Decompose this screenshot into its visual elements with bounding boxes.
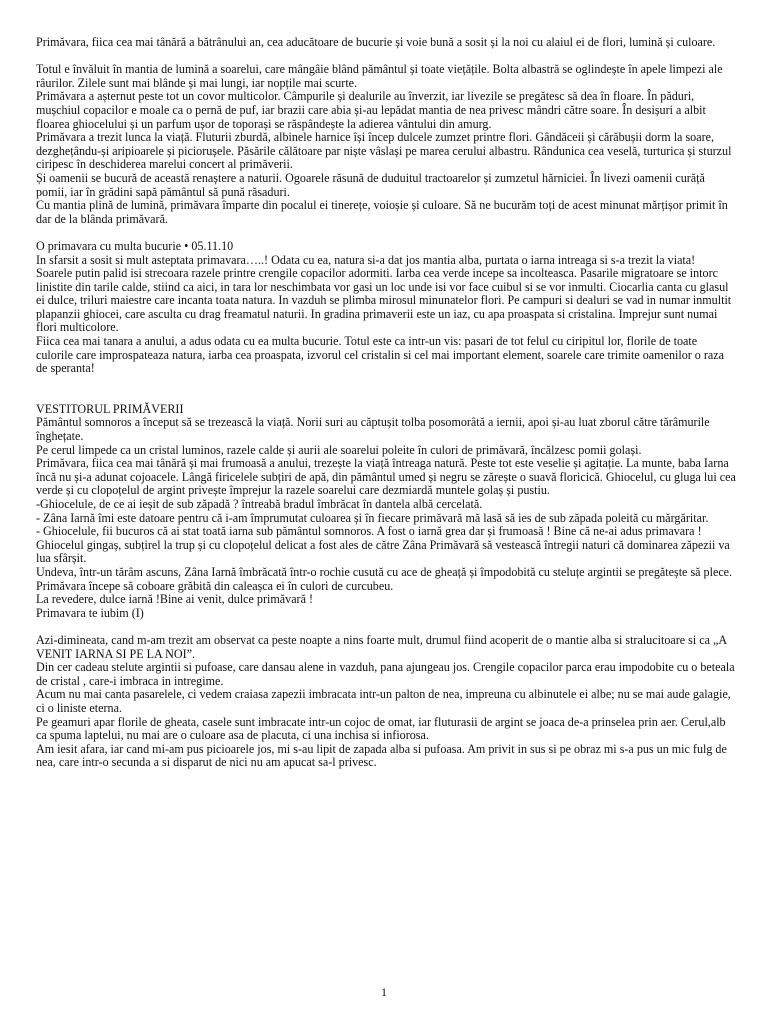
section-iarna [36,634,736,770]
section-primavara [36,63,736,226]
section-title: VESTITORUL PRIMĂVERII [36,401,184,416]
paragraph: Primavara te iubim (I) [36,605,144,620]
paragraph: Cu mantia plină de lumină, primăvara împarte din pocalul ei tinerețe, voioșie și culoare. Să ne bucurăm toți de acest minunat mărțișor primit în dar de la blânda primăvară. [36,198,728,226]
document-page [36,36,736,770]
paragraph: Pe cerul limpede ca un cristal luminos, razele calde și aurii ale soarelui poleite în culori de primăvară, încălzesc pomii golași. [36,442,642,457]
paragraph: Primăvara, fiica cea mai tânără a bătrânului an, cea aducătoare de bucurie și voie bună a sosit și la noi cu alaiul ei de flori, lumină și culoare. [36,35,716,49]
paragraph: Și oamenii se bucură de această renaștere a naturii. Ogoarele răsună de duduitul tractoarelor și zumzetul hărniciei. În livezi oamenii curăță pomii, iar în grădini sapă pământul să pună răsaduri. [36,170,705,199]
paragraph: Din cer cadeau stelute argintii si pufoase, care dansau alene in vazduh, pana ajungeau jos. Crengile copacilor parca erau impodobite cu o beteala de cristal , care-i imbraca in intregime. [36,660,735,688]
paragraph: In sfarsit a sosit si mult asteptata primavara…..! Odata cu ea, natura si-a dat jos mantia alba, purtata o iarna intreaga si s-a trezit la viata! [36,252,696,267]
section-o-primavara [36,240,736,376]
paragraph: Pământul somnoros a început să se trezească la viață. Norii suri au căptușit tolba posomorâtă a iernii, apoi și-au luat zborul către tărâmurile înghețate. [36,415,710,444]
paragraph: - Zâna Iarnă îmi este datoare pentru că i-am împrumutat culoarea și în fiecare primăvară mă lasă să ies de sub zăpada poleită cu mărgăritar. [36,510,709,525]
paragraph: La revedere, dulce iarnă !Bine ai venit, dulce primăvară ! [36,592,314,607]
section-intro [36,36,736,50]
paragraph: - Ghiocelule, fii bucuros că ai stat toată iarna sub pământul somnoros. A fost o iarnă grea dar și frumoasă ! Bine că ne-ai adus primavara ! [36,524,702,539]
paragraph: -Ghiocelule, de ce ai ieșit de sub zăpadă ? întreabă bradul îmbrăcat în dantela albă cercelată. [36,497,483,511]
paragraph: Primăvara a trezit lunca la viață. Fluturii zburdă, albinele harnice își încep dulcele zumzet printre flori. Gândăceii și cărăbușii dorm la soare, dezghețându-și aripioarele și piciorușele. Păsările călătoare par niște vâslași pe marea cerului albastru. Rândunica cea veselă, turturica și sturzul ciripesc în deschiderea marelui concert al primăverii. [36,130,732,172]
paragraph: Fiica cea mai tanara a anului, a adus odata cu ea multa bucurie. Totul este ca intr-un vis: pasari de tot felul cu ciripitul lor, florile de toate culorile care improspateaza natura, iarba cea proaspata, izvorul cel cristalin si cel mai important element, soarele care trimite oamenilor o raza de speranta! [36,334,725,376]
paragraph: Totul e învăluit în mantia de lumină a soarelui, care mângâie blând pământul și toate viețățile. Bolta albastră se oglindește în apele limpezi ale râurilor. Zilele sunt mai blânde și mai lungi, iar nopțile mai scurte. [36,62,723,90]
paragraph: Acum nu mai canta pasarelele, ci vedem craiasa zapezii imbracata intr-un palton de nea, impreuna cu albinutele ei albe; nu se mai aude galagie, ci o liniste eterna. [36,687,731,715]
paragraph: Azi-dimineata, cand m-am trezit am observat ca peste noapte a nins foarte mult, drumul fiind acoperit de o mantie alba si stralucitoare si ca „A VENIT IARNA SI PE LA NOI”. [36,632,727,661]
paragraph: Primăvara, fiica cea mai tânără și mai frumoasă a anului, trezește la viață întreaga natură. Peste tot este veselie și agitație. La munte, baba Iarna încă nu și-a adunat cojoacele. Lângă firicelele subțiri de apă, din pământul umed și negru se zărește o suavă floricică. Ghiocelul, cu gluga lui cea verde și cu clopoțelul de argint privește împrejur la razele soarelui care dezmiardă muntele golaș și pustiu. [36,456,736,498]
paragraph: Am iesit afara, iar cand mi-am pus picioarele jos, mi s-au lipit de zapada alba si pufoasa. Am privit in sus si pe obraz mi s-a pus un mic fulg de nea, care intr-o secunda a si disparut de nici nu am apucat sa-l privesc. [36,741,727,770]
section-title: O primavara cu multa bucurie • 05.11.10 [36,238,234,253]
paragraph: Ghiocelul gingaș, subțirel la trup și cu clopoțelul delicat a fost ales de către Zâna Primăvară să vestească întregii naturi că dominarea zăpezii va lua sfârșit. [36,537,730,566]
paragraph: Soarele putin palid isi strecoara razele printre crengile copacilor adormiti. Iarba cea verde incepe sa incolteasca. Pasarile migratoare se intorc linistite din tarile calde, stiind ca aici, in tara lor neschimbata vor gasi un loc unde isi vor face cuibul si se vor inmulti. Ciocarlia canta cu glasul ei dulce, triluri maiestre care incanta toata natura. In vazduh se plimba mirosul minunatelor flori. Pe campuri si dealuri se vad in numar inmultit plapanzii ghiocei, care asculta cu drag freamatul naturii. In gradina primaverii este un iaz, cu apa proaspata si cristalina. Imprejur sunt numai flori multicolore. [36,266,732,335]
paragraph: Undeva, într-un tărâm ascuns, Zâna Iarnă îmbrăcată într-o rochie cusută cu ace de gheață și împodobită cu steluțe argintii se pregătește să plece. Primăvara începe să coboare grăbită din caleașca ei în culori de curcubeu. [36,564,733,593]
page-number: 1 [381,985,387,999]
paragraph: Pe geamuri apar florile de gheata, casele sunt imbracate intr-un cojoc de omat, iar fluturasii de argint se joaca de-a prinselea prin aer. Cerul,alb ca spuma laptelui, nu mai are o culoare asa de placuta, ci una inchisa si infiorosa. [36,714,726,743]
section-vestitorul [36,403,736,621]
paragraph: Primăvara a așternut peste tot un covor multicolor. Câmpurile și dealurile au înverzit, iar livezile se pregătesc să dea în floare. În păduri, mușchiul copacilor e moale ca o pernă de puf, iar brazii care abia și-au lepădat mantia de nea privesc mândri către soare. În desișuri a albit floarea ghiocelului și un parfum ușor de toporași se răspândește la adierea vântului din amurg. [36,89,706,131]
